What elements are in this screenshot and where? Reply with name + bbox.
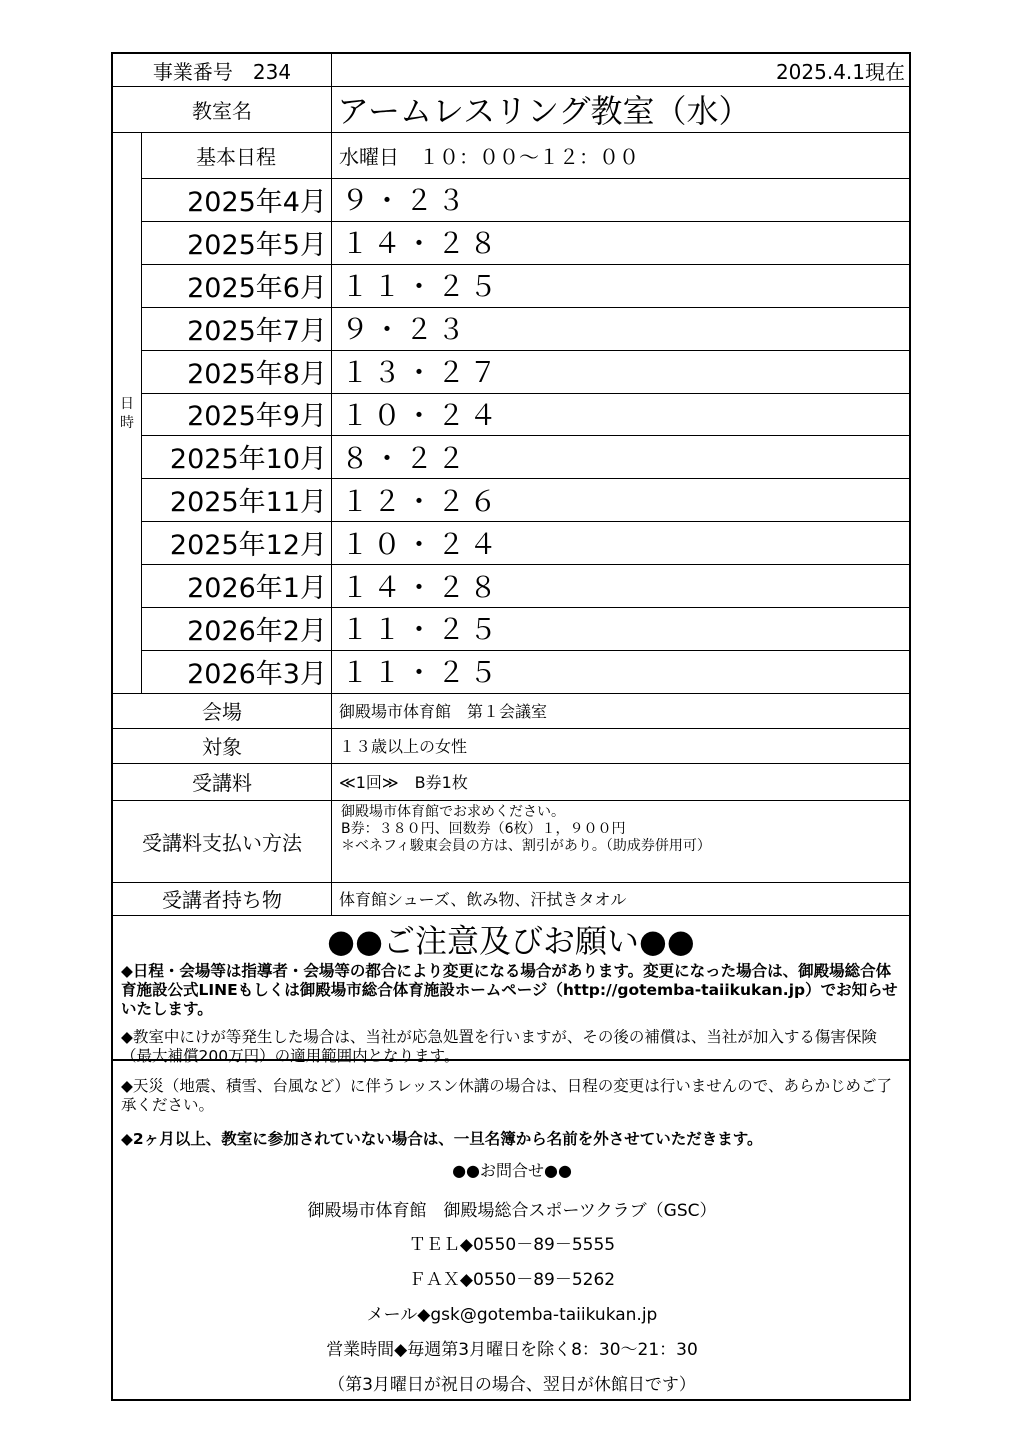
program-number: 事業番号 234 xyxy=(152,59,292,84)
venue-value: 御殿場市体育館 第１会議室 xyxy=(339,702,548,721)
fee-label: 受講料 xyxy=(192,771,252,795)
note-injury: ◆教室中にけが等発生した場合は、当社が応急処置を行いますが、その後の補償は、当社が加入する傷害保険（最大補償200万円）の適用範囲内となります。 xyxy=(121,1028,877,1065)
month-dates: １４・２８ xyxy=(341,227,502,261)
month-label: 2025年8月 xyxy=(187,358,327,390)
class-name: アームレスリング教室（水） xyxy=(337,92,751,130)
contact-org: 御殿場市体育館 御殿場総合スポーツクラブ（GSC） xyxy=(307,1201,717,1221)
class-info-sheet xyxy=(111,52,911,1148)
payment-line: B券：３８０円、回数券（6枚）１，９００円 xyxy=(341,821,626,837)
month-dates: １１・２５ xyxy=(341,270,502,304)
month-label: 2025年12月 xyxy=(169,530,327,562)
month-dates: １４・２８ xyxy=(341,570,502,604)
month-label: 2025年7月 xyxy=(187,315,327,347)
month-dates: ９・２３ xyxy=(341,184,470,218)
month-dates: ９・２３ xyxy=(341,313,470,347)
side-label-day: 日 xyxy=(120,395,134,412)
basic-schedule-label: 基本日程 xyxy=(196,144,276,169)
month-label: 2025年6月 xyxy=(187,272,327,304)
note-schedule-change: ◆日程・会場等は指導者・会場等の都合により変更になる場合があります。変更になった場合は、御殿場総合体育施設公式LINEもしくは御殿場市総合体育施設ホームページ（http://gotemba-taiikukan.jp）でお知らせいたします。 xyxy=(121,962,898,1018)
month-dates: １１・２５ xyxy=(341,613,502,647)
month-label: 2026年1月 xyxy=(187,573,327,605)
items-value: 体育館シューズ、飲み物、汗拭きタオル xyxy=(339,890,627,909)
class-name-label: 教室名 xyxy=(192,98,252,123)
contact-tel: ＴＥＬ◆0550－89－5555 xyxy=(408,1235,616,1255)
contact-fax: ＦＡＸ◆0550－89－5262 xyxy=(408,1270,616,1290)
items-label: 受講者持ち物 xyxy=(162,888,282,912)
contact-title: ●●お問合せ●● xyxy=(452,1161,572,1180)
month-label: 2025年4月 xyxy=(187,186,327,218)
note-disaster: ◆天災（地震、積雪、台風など）に伴うレッスン休講の場合は、日程の変更は行いませんので、あらかじめご了承ください。 xyxy=(121,1077,892,1114)
schedule-side-label xyxy=(113,134,141,693)
month-label: 2025年11月 xyxy=(169,487,327,519)
month-dates: １０・２４ xyxy=(341,398,502,432)
month-dates: １２・２６ xyxy=(341,484,502,518)
notes-title: ●●ご注意及びお願い●● xyxy=(327,922,695,960)
month-dates: １０・２４ xyxy=(341,527,502,561)
target-label: 対象 xyxy=(202,735,242,759)
month-dates: １３・２７ xyxy=(341,356,502,390)
venue-label: 会場 xyxy=(202,700,242,724)
payment-line: 御殿場市体育館でお求めください。 xyxy=(341,804,565,820)
month-label: 2026年3月 xyxy=(187,658,327,690)
month-dates: １１・２５ xyxy=(341,656,502,690)
month-label: 2025年5月 xyxy=(187,229,327,261)
contact-holiday-note: （第3月曜日が祝日の場合、翌日が休館日です） xyxy=(328,1375,696,1395)
contact-hours: 営業時間◆毎週第3月曜日を除く8：30～21：30 xyxy=(326,1340,698,1360)
as-of-date: 2025.4.1現在 xyxy=(775,59,905,84)
payment-label: 受講料支払い方法 xyxy=(142,830,302,855)
target-value: １３歳以上の女性 xyxy=(339,737,468,756)
month-label: 2026年2月 xyxy=(187,615,327,647)
payment-methods xyxy=(333,804,711,855)
contact-mail[interactable]: メール◆gsk@gotemba-taiikukan.jp xyxy=(366,1305,658,1325)
basic-schedule-value: 水曜日 １０：００～１２：００ xyxy=(339,144,639,169)
month-label: 2025年10月 xyxy=(169,444,327,476)
side-label-time: 時 xyxy=(120,414,134,431)
payment-line: ＊ベネフィ駿東会員の方は、割引があり。（助成券併用可） xyxy=(341,838,711,854)
sheet-lower-border xyxy=(111,1059,911,1401)
note-removal: ◆2ヶ月以上、教室に参加されていない場合は、一旦名簿から名前を外させていただきます。 xyxy=(121,1130,763,1148)
month-label: 2025年9月 xyxy=(187,401,327,433)
fee-value: ≪1回≫ B券1枚 xyxy=(339,773,468,792)
month-dates: ８・２２ xyxy=(341,441,470,475)
